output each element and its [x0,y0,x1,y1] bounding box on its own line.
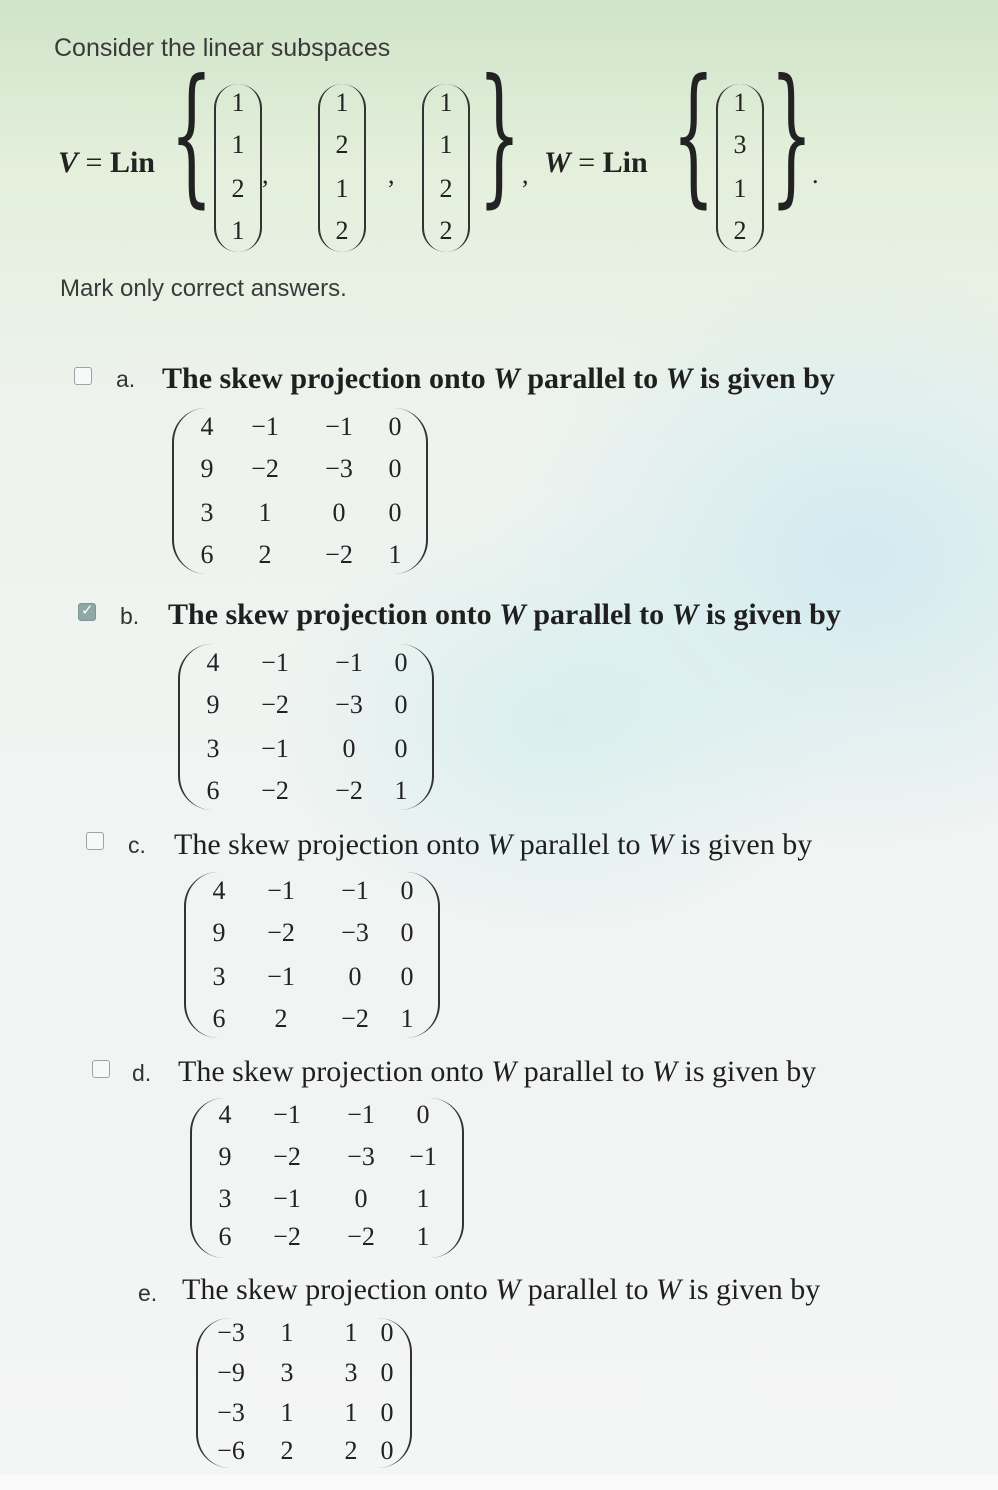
matrix-entry: −2 [261,690,289,719]
matrix-entry: 6 [218,1222,232,1251]
option-symbol: W [671,598,699,631]
option-text-part: parallel to [519,828,641,861]
matrix-entry: −2 [347,1222,375,1251]
option-a-text [162,362,835,396]
matrix-entry: 2 [280,1436,294,1465]
matrix-entry: 3 [206,734,220,763]
matrix-entry: 3 [212,962,226,991]
option-a-matrix [172,408,428,574]
option-text-part: is given by [684,1055,817,1088]
matrix-entry: 0 [354,1184,368,1213]
v-vector-1-entry: 1 [231,88,245,117]
option-a-letter: a. [116,366,136,392]
matrix-entry: 1 [280,1398,294,1427]
option-e-matrix [196,1318,412,1468]
matrix-entry: −1 [273,1184,301,1213]
option-symbol: W [491,1055,517,1088]
option-d-text [178,1055,816,1089]
w-vector-1 [716,84,764,252]
matrix-entry: 2 [258,540,272,569]
matrix-entry: 0 [394,690,408,719]
matrix-entry: −1 [325,412,353,441]
matrix-entry: −6 [217,1436,245,1465]
option-c-letter: c. [128,832,146,858]
matrix-entry: 3 [280,1358,294,1387]
matrix-entry: 4 [218,1100,232,1129]
v-lin: Lin [109,146,155,179]
v-vector-2-entry: 1 [335,88,349,117]
matrix-entry: 0 [400,962,414,991]
matrix-entry: 0 [348,962,362,991]
matrix-entry: −3 [217,1398,245,1427]
option-text-part: parallel to [533,598,665,631]
option-text-part: The skew projection onto [168,598,492,631]
matrix-entry: −2 [251,454,279,483]
matrix-entry: 0 [380,1358,394,1387]
matrix-entry: −1 [273,1100,301,1129]
matrix-entry: −1 [267,876,295,905]
option-text-part: is given by [688,1273,821,1306]
matrix-entry: 1 [394,776,408,805]
v-vector-3-entry: 1 [439,88,453,117]
v-vector-3-entry: 1 [439,130,453,159]
v-vector-1-entry: 1 [231,130,245,159]
matrix-entry: 0 [394,648,408,677]
option-c-text [174,828,812,862]
matrix-entry: 9 [206,690,220,719]
w-lin: Lin [602,146,648,179]
option-a-checkbox[interactable] [74,367,92,385]
option-text-part: is given by [705,598,841,631]
v-vector-2-entry: 1 [335,174,349,203]
option-symbol: W [665,362,693,395]
matrix-entry: 0 [332,498,346,527]
v-equals: = [85,146,103,179]
w-vector-1-entry: 1 [733,174,747,203]
matrix-entry: −3 [335,690,363,719]
v-comma: , [388,160,395,189]
matrix-entry: 1 [344,1318,358,1347]
matrix-entry: 4 [212,876,226,905]
matrix-entry: 0 [400,918,414,947]
matrix-entry: 1 [416,1222,430,1251]
v-vector-1 [214,84,262,252]
matrix-entry: −2 [273,1222,301,1251]
w-close-brace: } [770,48,813,222]
w-equals: = [578,146,596,179]
instruction-text: Mark only correct answers. [60,275,347,302]
matrix-entry: 2 [274,1004,288,1033]
matrix-entry: 6 [200,540,214,569]
intro-text: Consider the linear subspaces [54,34,391,62]
option-text-part: The skew projection onto [182,1273,488,1306]
option-symbol: W [648,828,674,861]
matrix-entry: 9 [212,918,226,947]
matrix-entry: −2 [335,776,363,805]
v-vector-3 [422,84,470,252]
matrix-entry: 0 [416,1100,430,1129]
option-text-part: The skew projection onto [174,828,480,861]
matrix-entry: −1 [251,412,279,441]
option-text-part: parallel to [527,1273,649,1306]
v-vector-2-entry: 2 [335,216,349,245]
matrix-entry: −1 [261,648,289,677]
option-text-part: is given by [699,362,835,395]
matrix-entry: −2 [341,1004,369,1033]
w-equation-label [544,146,648,180]
matrix-entry: 1 [400,1004,414,1033]
w-vector-1-entry: 1 [733,88,747,117]
w-open-brace: { [672,48,715,222]
v-vector-3-entry: 2 [439,216,453,245]
v-vector-2-entry: 2 [335,130,349,159]
matrix-entry: 4 [206,648,220,677]
option-text-part: is given by [680,828,813,861]
matrix-entry: −2 [267,918,295,947]
matrix-entry: 2 [344,1436,358,1465]
matrix-entry: 1 [258,498,272,527]
v-comma: , [262,160,269,189]
matrix-entry: −2 [261,776,289,805]
v-vector-2 [318,84,366,252]
v-equation-label [58,146,155,180]
w-vector-1-entry: 2 [733,216,747,245]
matrix-entry: 0 [394,734,408,763]
v-vector-1-entry: 1 [231,216,245,245]
matrix-entry: 0 [380,1318,394,1347]
matrix-entry: −1 [261,734,289,763]
v-symbol: V [58,146,79,179]
matrix-entry: 0 [342,734,356,763]
matrix-entry: 3 [200,498,214,527]
option-c-checkbox[interactable] [86,832,104,850]
option-symbol: W [656,1273,682,1306]
matrix-entry: 0 [380,1436,394,1465]
matrix-entry: −2 [325,540,353,569]
matrix-entry: −9 [217,1358,245,1387]
matrix-entry: 6 [206,776,220,805]
option-e-text [182,1273,820,1307]
option-c-matrix [184,872,440,1038]
matrix-entry: 1 [344,1398,358,1427]
matrix-entry: 0 [380,1398,394,1427]
matrix-entry: 1 [388,540,402,569]
option-b-checkbox[interactable] [78,603,96,621]
matrix-entry: −1 [267,962,295,991]
matrix-entry: −3 [217,1318,245,1347]
matrix-entry: 0 [388,412,402,441]
matrix-entry: −2 [273,1142,301,1171]
option-text-part: parallel to [523,1055,645,1088]
v-open-brace: { [170,48,213,222]
w-symbol: W [544,146,571,179]
matrix-entry: 3 [344,1358,358,1387]
matrix-entry: −1 [409,1142,437,1171]
option-symbol: W [499,598,526,631]
option-symbol: W [495,1273,521,1306]
matrix-entry: −1 [335,648,363,677]
matrix-entry: 9 [218,1142,232,1171]
matrix-entry: 0 [400,876,414,905]
option-b-letter: b. [120,603,140,629]
v-close-brace: } [478,48,521,222]
v-trailing-comma: , [522,160,529,189]
matrix-entry: −3 [347,1142,375,1171]
matrix-entry: −3 [341,918,369,947]
option-symbol: W [652,1055,678,1088]
option-d-letter: d. [132,1060,152,1086]
option-text-part: The skew projection onto [178,1055,484,1088]
matrix-entry: 1 [416,1184,430,1213]
v-vector-3-entry: 2 [439,174,453,203]
matrix-entry: 9 [200,454,214,483]
option-symbol: W [487,828,513,861]
w-vector-1-entry: 3 [733,130,747,159]
matrix-entry: 3 [218,1184,232,1213]
option-b-text [168,598,841,632]
option-d-matrix [190,1098,464,1258]
option-e-letter: e. [138,1280,158,1306]
v-vector-1-entry: 2 [231,174,245,203]
matrix-entry: 0 [388,454,402,483]
matrix-entry: 6 [212,1004,226,1033]
option-b-matrix [178,644,434,810]
matrix-entry: 4 [200,412,214,441]
matrix-entry: −3 [325,454,353,483]
option-d-checkbox[interactable] [92,1060,110,1078]
matrix-entry: −1 [347,1100,375,1129]
option-text-part: The skew projection onto [162,362,486,395]
option-text-part: parallel to [527,362,659,395]
matrix-entry: 1 [280,1318,294,1347]
bottom-strip [0,1475,998,1490]
matrix-entry: 0 [388,498,402,527]
w-period: . [812,160,819,189]
matrix-entry: −1 [341,876,369,905]
option-symbol: W [493,362,520,395]
